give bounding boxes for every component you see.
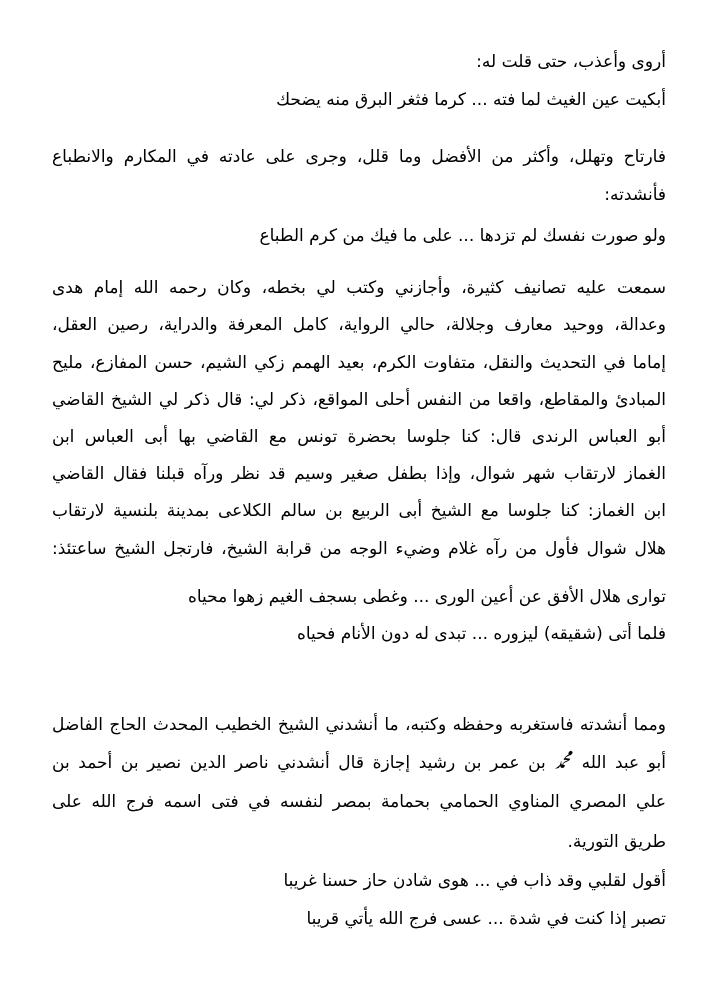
text-line: سمعت عليه تصانيف كثيرة، وأجازني وكتب لي بخطه، وكان رحمه الله إمام هدى	[52, 278, 666, 298]
text-line: الغماز لارتقاب شهر شوال، وإذا بطفل صغير وسيم قد نظر ورآه قبلنا فقال القاضي	[52, 464, 666, 484]
verse-line: أقول لقلبي وقد ذاب في ... هوى شادن حاز حسنا غريبا	[283, 871, 666, 891]
text-line: فأنشدته:	[604, 185, 666, 205]
text-line: إماما في التحديث والنقل، متفاوت الكرم، بعيد الهمم زكي الشيم، حسن المفازع، مليح	[52, 353, 666, 373]
verse-line: توارى هلال الأفق عن أعين الورى ... وغطى بسجف الغيم زهوا محياه	[187, 587, 666, 607]
text-line: أبو عبد الله ﷴ بن عمر بن رشيد إجازة قال أنشدني ناصر الدين نصير بن أحمد بن	[52, 753, 666, 773]
text-line: وعدالة، ووحيد معارف وجلالة، حالي الرواية، كامل المعرفة والدراية، رصين العقل،	[52, 315, 666, 335]
text-line: أبو العباس الرندى قال: كنا جلوسا بحضرة تونس مع القاضي بها أبى العباس ابن	[52, 427, 666, 447]
text-line: ومما أنشدته فاستغربه وحفظه وكتبه، ما أنشدني الشيخ الخطيب المحدث الحاج الفاضل	[52, 715, 666, 735]
text-line: فارتاح وتهلل، وأكثر من الأفضل وما قلل، وجرى على عادته في المكارم والانطباع	[52, 147, 666, 167]
text-line: أروى وأعذب، حتى قلت له:	[476, 52, 666, 72]
text-line: طريق التورية.	[567, 832, 666, 852]
verse-line: تصبر إذا كنت في شدة ... عسى فرج الله يأتي قريبا	[306, 909, 666, 929]
text-line: هلال شوال فأول من رآه غلام وضيء الوجه من قرابة الشيخ، فارتجل الشيخ ساعتئذ:	[52, 539, 666, 559]
text-line: المبادئ والمقاطع، واقعا من النفس أحلى المواقع، ذكر لي: قال ذكر لي الشيخ القاضي	[52, 390, 666, 410]
text-line: ابن الغماز: كنا جلوسا مع الشيخ أبى الربيع بن سالم الكلاعى بمدينة بلنسية لارتقاب	[52, 501, 666, 521]
verse-line: ولو صورت نفسك لم تزدها ... على ما فيك من كرم الطباع	[259, 226, 666, 246]
verse-line: أبكيت عين الغيث لما فته ... كرما فثغر البرق منه يضحك	[276, 90, 666, 110]
verse-line: فلما أتى (شقيقه) ليزوره ... تبدى له دون الأنام فحياه	[296, 624, 666, 644]
text-line: علي المصري المناوي الحمامي بحمامة بمصر لنفسه في فتى اسمه فرج الله على	[52, 792, 666, 812]
